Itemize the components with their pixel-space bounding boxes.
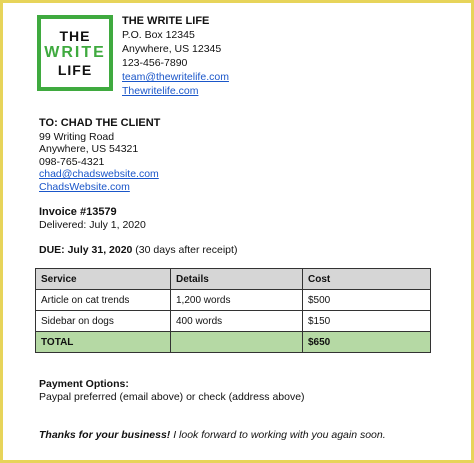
payment-text: Paypal preferred (email above) or check (address above) bbox=[39, 391, 305, 403]
cost-cell: $500 bbox=[303, 290, 431, 311]
payment-heading: Payment Options: bbox=[39, 378, 129, 390]
company-logo bbox=[37, 15, 113, 91]
total-details bbox=[171, 332, 303, 353]
details-cell: 400 words bbox=[171, 311, 303, 332]
invoice-info bbox=[39, 206, 146, 232]
invoice-number: Invoice #13579 bbox=[39, 206, 117, 218]
details-cell: 1,200 words bbox=[171, 290, 303, 311]
due-date-label: DUE: July 31, 2020 bbox=[39, 244, 133, 256]
due-date bbox=[39, 244, 237, 256]
company-name: THE WRITE LIFE bbox=[122, 15, 210, 27]
total-row bbox=[36, 332, 431, 353]
column-header-cost: Cost bbox=[303, 269, 431, 290]
logo-line-1: THE bbox=[59, 28, 91, 44]
company-website-link[interactable]: Thewritelife.com bbox=[122, 85, 199, 97]
table-row bbox=[36, 311, 431, 332]
client-email-link[interactable]: chad@chadswebsite.com bbox=[39, 168, 159, 180]
company-email-link[interactable]: team@thewritelife.com bbox=[122, 71, 229, 83]
logo-line-2: WRITE bbox=[44, 44, 106, 61]
invoice-table bbox=[35, 268, 431, 353]
table-row bbox=[36, 290, 431, 311]
company-info bbox=[122, 14, 229, 98]
client-website-link[interactable]: ChadsWebsite.com bbox=[39, 180, 130, 193]
logo-line-3: LIFE bbox=[57, 62, 93, 78]
thanks-rest: I look forward to working with you again soon. bbox=[170, 429, 386, 441]
company-address-line-1: P.O. Box 12345 bbox=[122, 29, 195, 41]
payment-options bbox=[39, 378, 305, 404]
cost-cell: $150 bbox=[303, 311, 431, 332]
column-header-details: Details bbox=[171, 269, 303, 290]
client-address-line-2: Anywhere, US 54321 bbox=[39, 143, 139, 155]
total-label: TOTAL bbox=[36, 332, 171, 353]
client-heading: TO: CHAD THE CLIENT bbox=[39, 117, 161, 129]
client-phone: 098-765-4321 bbox=[39, 155, 105, 168]
service-cell: Article on cat trends bbox=[36, 290, 171, 311]
service-cell: Sidebar on dogs bbox=[36, 311, 171, 332]
due-date-note: (30 days after receipt) bbox=[132, 244, 238, 256]
total-cost: $650 bbox=[303, 332, 431, 353]
thanks-bold: Thanks for your business! bbox=[39, 429, 171, 441]
column-header-service: Service bbox=[36, 269, 171, 290]
company-address-line-2: Anywhere, US 12345 bbox=[122, 43, 222, 55]
table-header-row bbox=[36, 269, 431, 290]
delivered-date: Delivered: July 1, 2020 bbox=[39, 219, 146, 231]
thank-you-note bbox=[39, 429, 386, 441]
client-address-line-1: 99 Writing Road bbox=[39, 130, 115, 143]
client-info bbox=[39, 117, 160, 193]
company-phone: 123-456-7890 bbox=[122, 57, 188, 69]
